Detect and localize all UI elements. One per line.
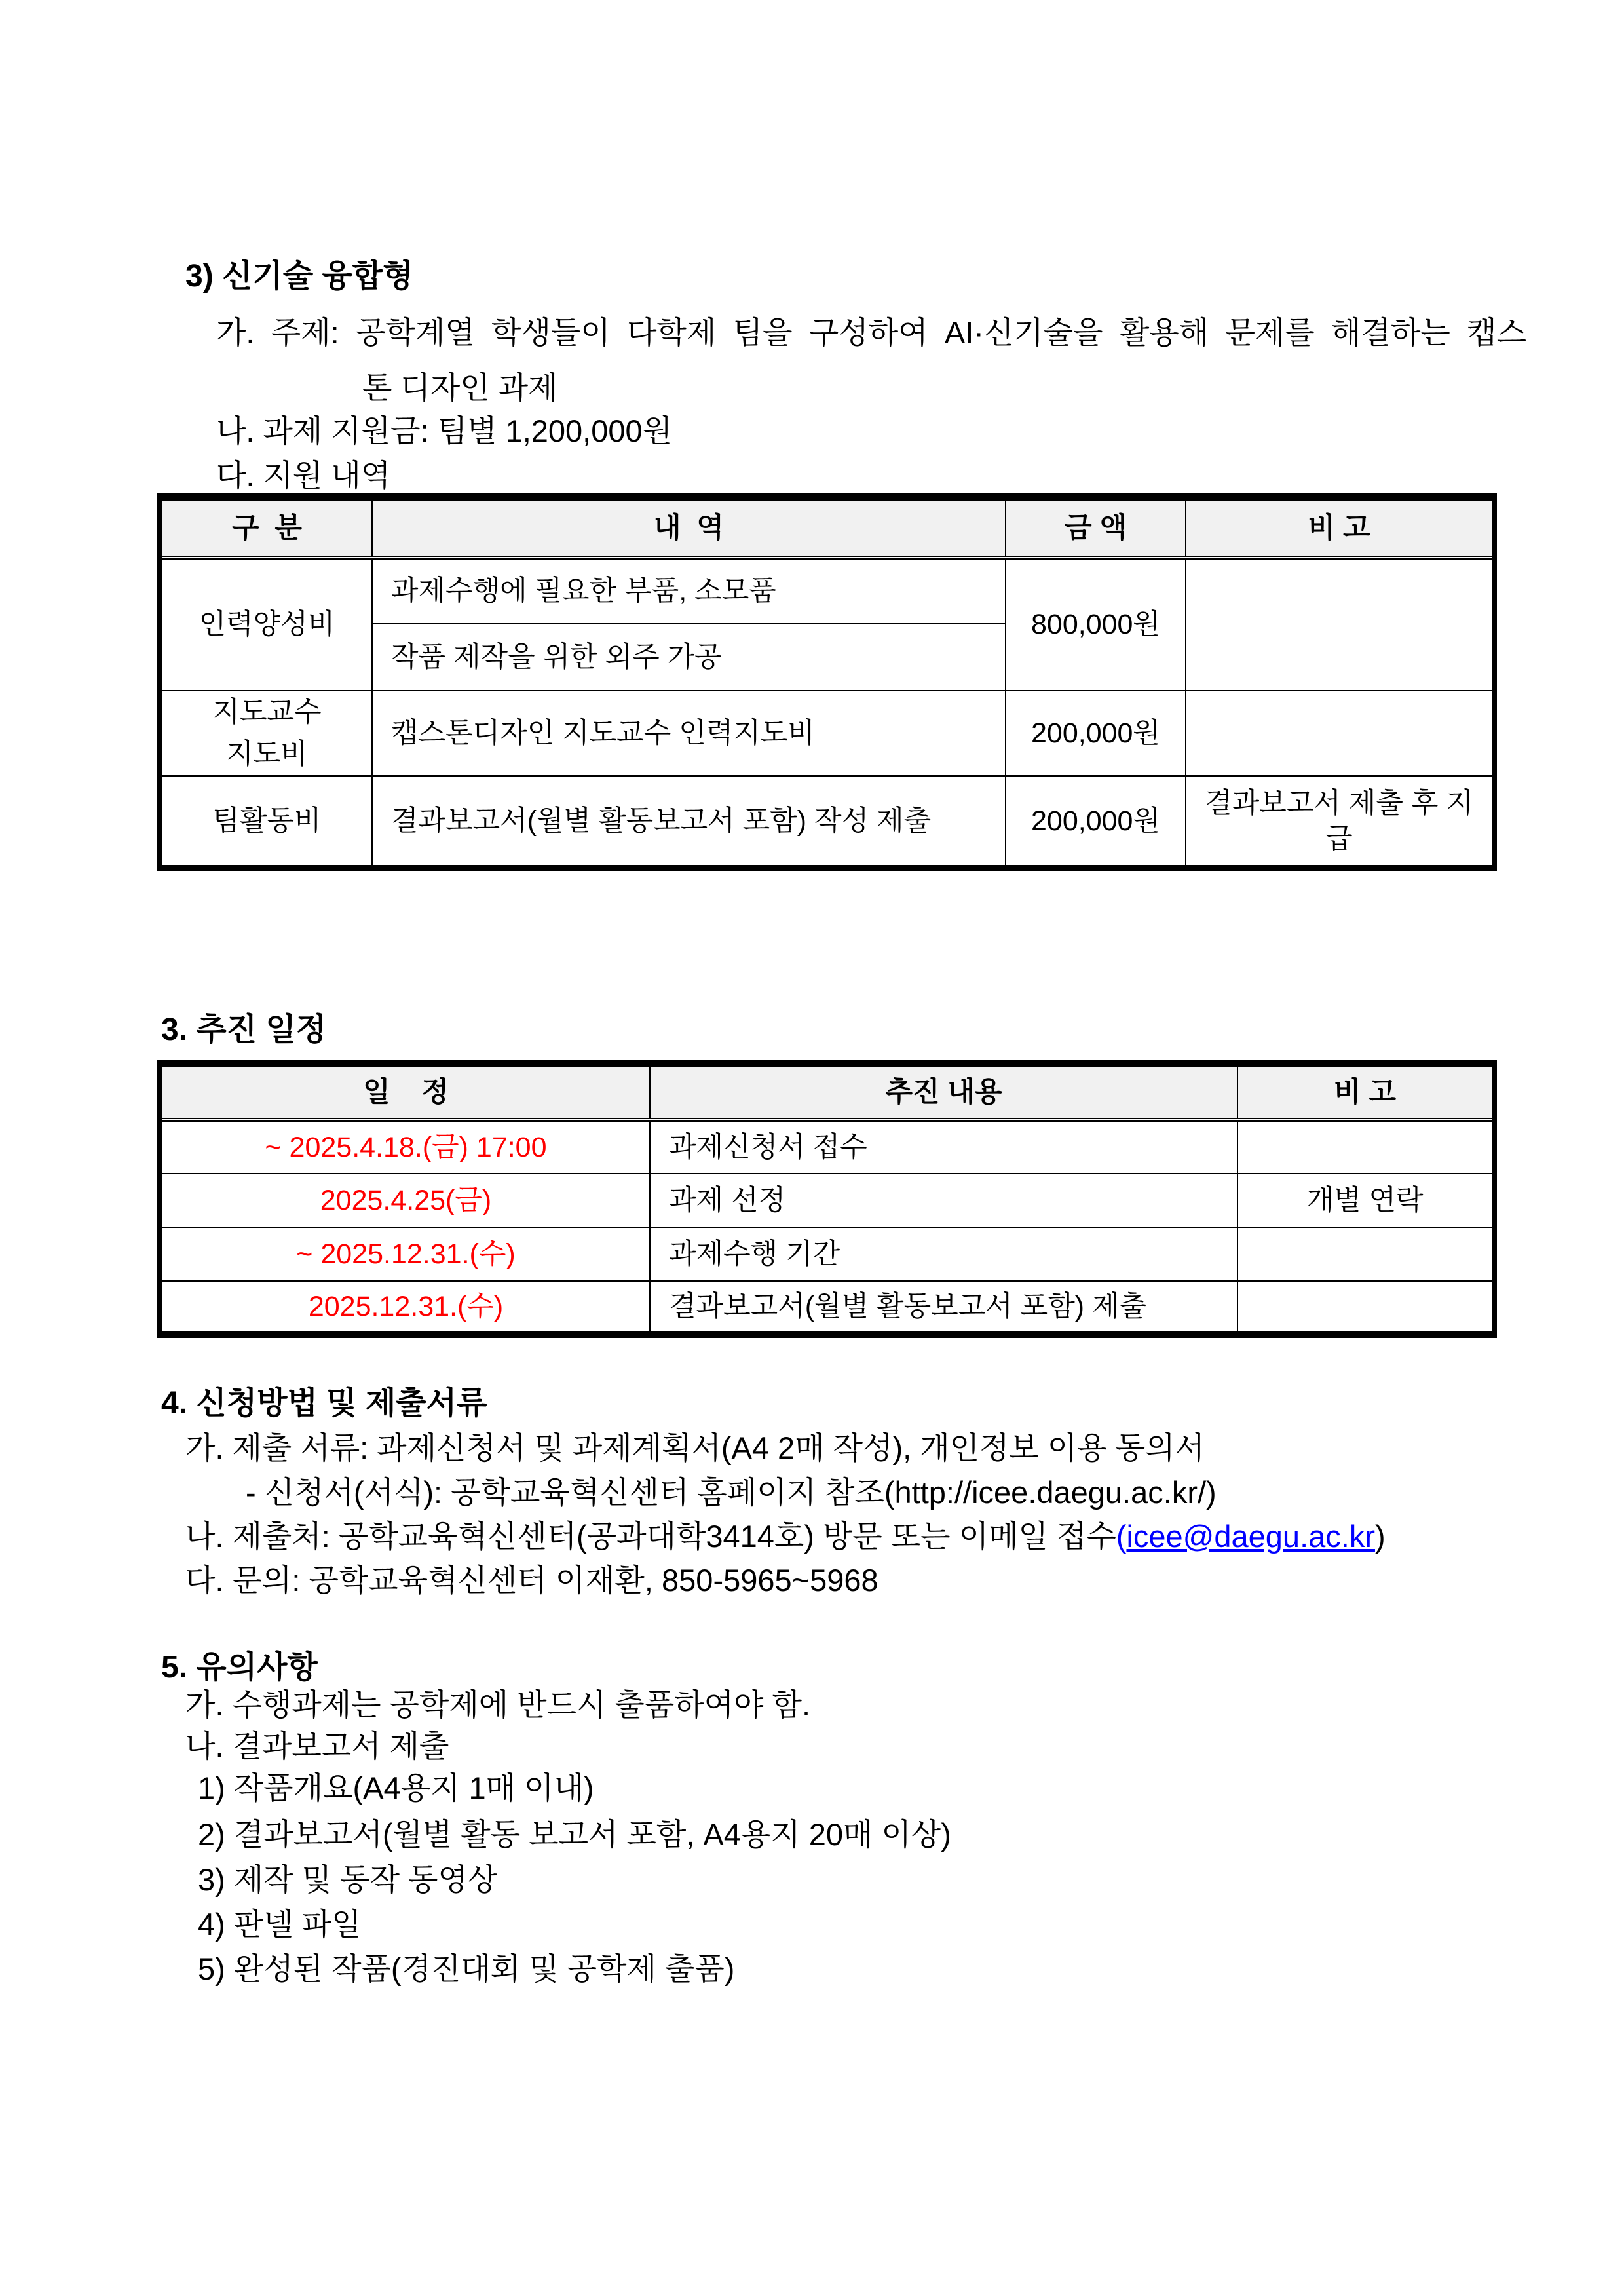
schedule-note-apply: [1237, 1120, 1494, 1174]
section-notes-heading: 5. 유의사항: [161, 1650, 318, 1685]
schedule-row-report: [160, 1281, 1494, 1335]
schedule-note-report: [1237, 1281, 1494, 1335]
schedule-header-date: 일 정: [160, 1063, 650, 1120]
notes-sub-item-video: 3) 제작 및 동작 동영상: [198, 1862, 498, 1897]
schedule-content-period: 과제수행 기간: [650, 1227, 1237, 1281]
schedule-table-header-row: [160, 1063, 1494, 1120]
advisor-category-line2: 지도비: [226, 738, 308, 770]
application-contact-line: 다. 문의: 공학교육혁신센터 이재환, 850-5965~5968: [185, 1563, 878, 1598]
email-close-paren: ): [1374, 1519, 1386, 1554]
newtech-support-label: 다. 지원 내역: [216, 458, 391, 493]
advisor-amount-cell: 200,000원: [1006, 691, 1186, 776]
email-link[interactable]: icee@daegu.ac.kr: [1126, 1519, 1375, 1554]
notes-sub-item-work: 5) 완성된 작품(경진대회 및 공학제 출품): [198, 1951, 735, 1986]
application-documents-line: 가. 제출 서류: 과제신청서 및 과제계획서(A4 2매 작성), 개인정보 이용 동의서: [185, 1430, 1205, 1465]
schedule-note-select: 개별 연락: [1237, 1174, 1494, 1227]
team-amount-cell: 200,000원: [1006, 776, 1186, 868]
advisor-category-line1: 지도교수: [212, 696, 322, 728]
support-header-detail: 내 역: [372, 497, 1006, 558]
schedule-date-period: ~ 2025.12.31.(수): [160, 1227, 650, 1281]
newtech-topic-line2: 톤 디자인 과제: [362, 370, 558, 405]
section-newtech-heading: 3) 신기술 융합형: [185, 259, 413, 294]
table-row-manpower-1: [160, 558, 1494, 624]
manpower-amount-cell: 800,000원: [1006, 558, 1186, 691]
schedule-date-report: 2025.12.31.(수): [160, 1281, 650, 1335]
advisor-detail-cell: 캡스톤디자인 지도교수 인력지도비: [372, 691, 1006, 776]
advisor-category-cell: [160, 691, 372, 776]
support-table-header-row: [160, 497, 1494, 558]
manpower-detail2-cell: 작품 제작을 위한 외주 가공: [372, 624, 1006, 691]
application-form-reference-line: - 신청서(서식): 공학교육혁신센터 홈페이지 참조(http://icee.daegu.ac.kr/): [246, 1475, 1217, 1510]
schedule-note-period: [1237, 1227, 1494, 1281]
notes-sub-item-panel: 4) 판넬 파일: [198, 1907, 362, 1942]
team-note-cell: 결과보고서 제출 후 지급: [1186, 776, 1494, 868]
notes-exhibit-line: 가. 수행과제는 공학제에 반드시 출품하여야 함.: [185, 1687, 811, 1722]
schedule-row-period: [160, 1227, 1494, 1281]
schedule-content-select: 과제 선정: [650, 1174, 1237, 1227]
schedule-date-select: 2025.4.25(금): [160, 1174, 650, 1227]
schedule-table: [157, 1060, 1497, 1338]
schedule-header-note: 비 고: [1237, 1063, 1494, 1120]
manpower-detail1-cell: 과제수행에 필요한 부품, 소모품: [372, 558, 1006, 624]
schedule-date-apply: ~ 2025.4.18.(금) 17:00: [160, 1120, 650, 1174]
manpower-category-cell: 인력양성비: [160, 558, 372, 691]
notes-sub-item-report: 2) 결과보고서(월별 활동 보고서 포함, A4용지 20매 이상): [198, 1817, 951, 1852]
manpower-note-cell: [1186, 558, 1494, 691]
support-header-note: 비 고: [1186, 497, 1494, 558]
section-schedule-heading: 3. 추진 일정: [161, 1012, 327, 1047]
schedule-row-apply: [160, 1120, 1494, 1174]
application-submit-line: [185, 1517, 1386, 1556]
advisor-note-cell: [1186, 691, 1494, 776]
schedule-content-report: 결과보고서(월별 활동보고서 포함) 제출: [650, 1281, 1237, 1335]
support-detail-table: [157, 493, 1497, 871]
support-header-amount: 금 액: [1006, 497, 1186, 558]
notes-report-line: 나. 결과보고서 제출: [185, 1729, 449, 1763]
team-detail-cell: 결과보고서(월별 활동보고서 포함) 작성 제출: [372, 776, 1006, 868]
schedule-row-select: [160, 1174, 1494, 1227]
support-header-category: 구 분: [160, 497, 372, 558]
schedule-header-content: 추진 내용: [650, 1063, 1237, 1120]
newtech-topic-line1: 가. 주제: 공학계열 학생들이 다학제 팀을 구성하여 AI·신기술을 활용해 문제를 해결하는 캡스: [216, 315, 1526, 350]
schedule-content-apply: 과제신청서 접수: [650, 1120, 1237, 1174]
table-row-team: [160, 776, 1494, 868]
newtech-grant-line: 나. 과제 지원금: 팀별 1,200,000원: [216, 413, 673, 448]
application-submit-text: 나. 제출처: 공학교육혁신센터(공과대학3414호) 방문 또는 이메일 접수: [185, 1519, 1116, 1554]
section-application-heading: 4. 신청방법 및 제출서류: [161, 1386, 487, 1421]
notes-sub-item-overview: 1) 작품개요(A4용지 1매 이내): [198, 1770, 594, 1805]
email-open-paren: (: [1116, 1519, 1127, 1554]
table-row-advisor: [160, 691, 1494, 776]
team-category-cell: 팀활동비: [160, 776, 372, 868]
